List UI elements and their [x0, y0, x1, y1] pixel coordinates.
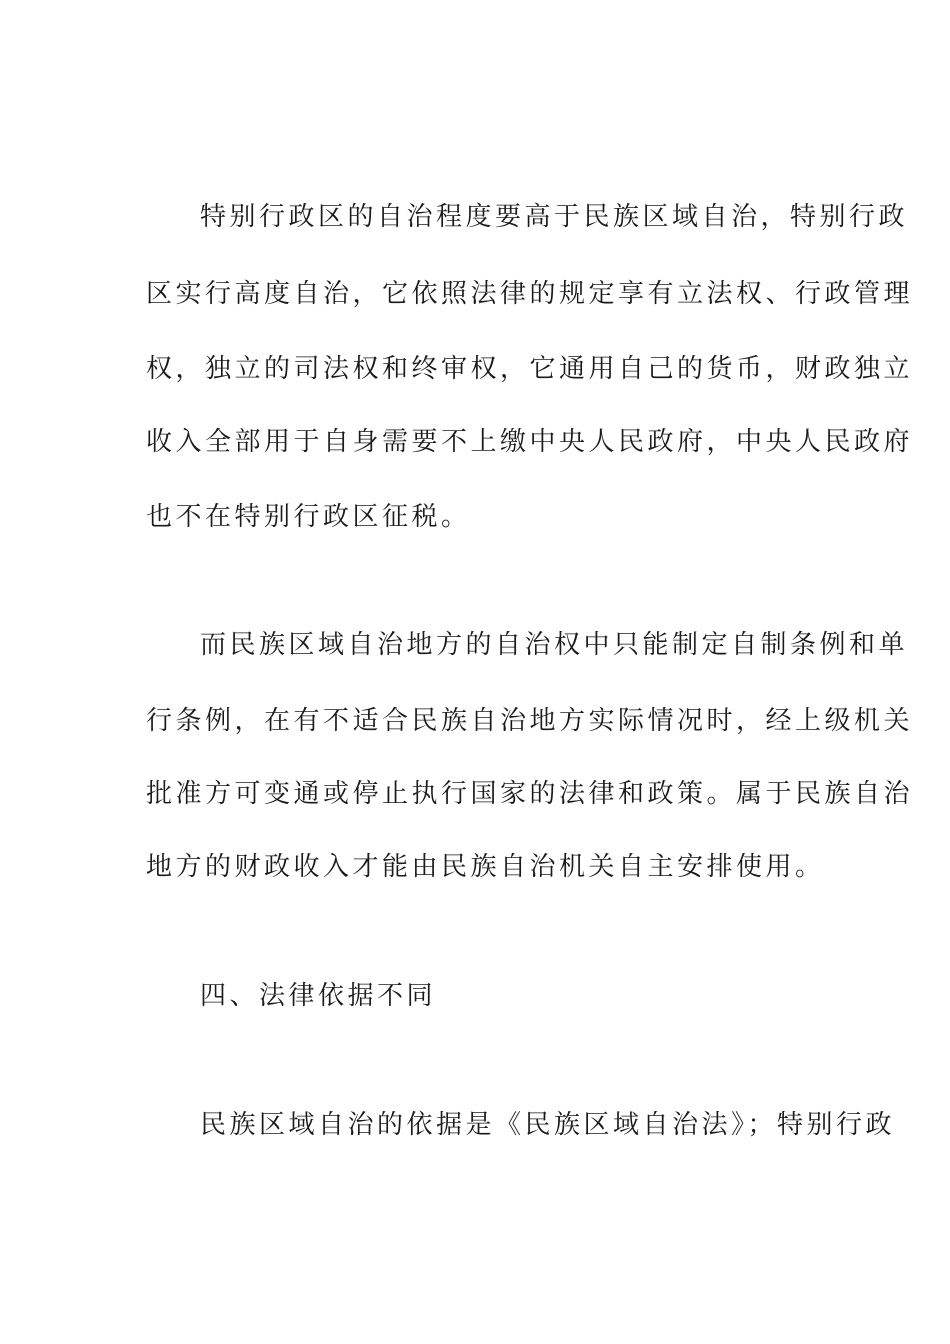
paragraph-2-line-2: 行条例，在有不适合民族自治地方实际情况时，经上级机关 — [146, 706, 914, 736]
paragraph-1-line-3: 权，独立的司法权和终审权，它通用自己的货币，财政独立 — [146, 354, 914, 384]
paragraph-3-line-1: 民族区域自治的依据是《民族区域自治法》；特别行政 — [200, 1110, 896, 1140]
paragraph-1-line-4: 收入全部用于自身需要不上缴中央人民政府，中央人民政府 — [146, 427, 914, 457]
paragraph-2-line-4: 地方的财政收入才能由民族自治机关自主安排使用。 — [146, 852, 825, 882]
paragraph-1-line-5: 也不在特别行政区征税。 — [146, 502, 471, 532]
paragraph-1-line-1: 特别行政区的自治程度要高于民族区域自治，特别行政 — [200, 202, 909, 232]
paragraph-2-line-1: 而民族区域自治地方的自治权中只能制定自制条例和单 — [200, 630, 909, 660]
paragraph-2-line-3: 批准方可变通或停止执行国家的法律和政策。属于民族自治 — [146, 779, 914, 809]
section-heading: 四、法律依据不同 — [200, 981, 437, 1011]
paragraph-1-line-2: 区实行高度自治，它依照法律的规定享有立法权、行政管理 — [146, 279, 914, 309]
